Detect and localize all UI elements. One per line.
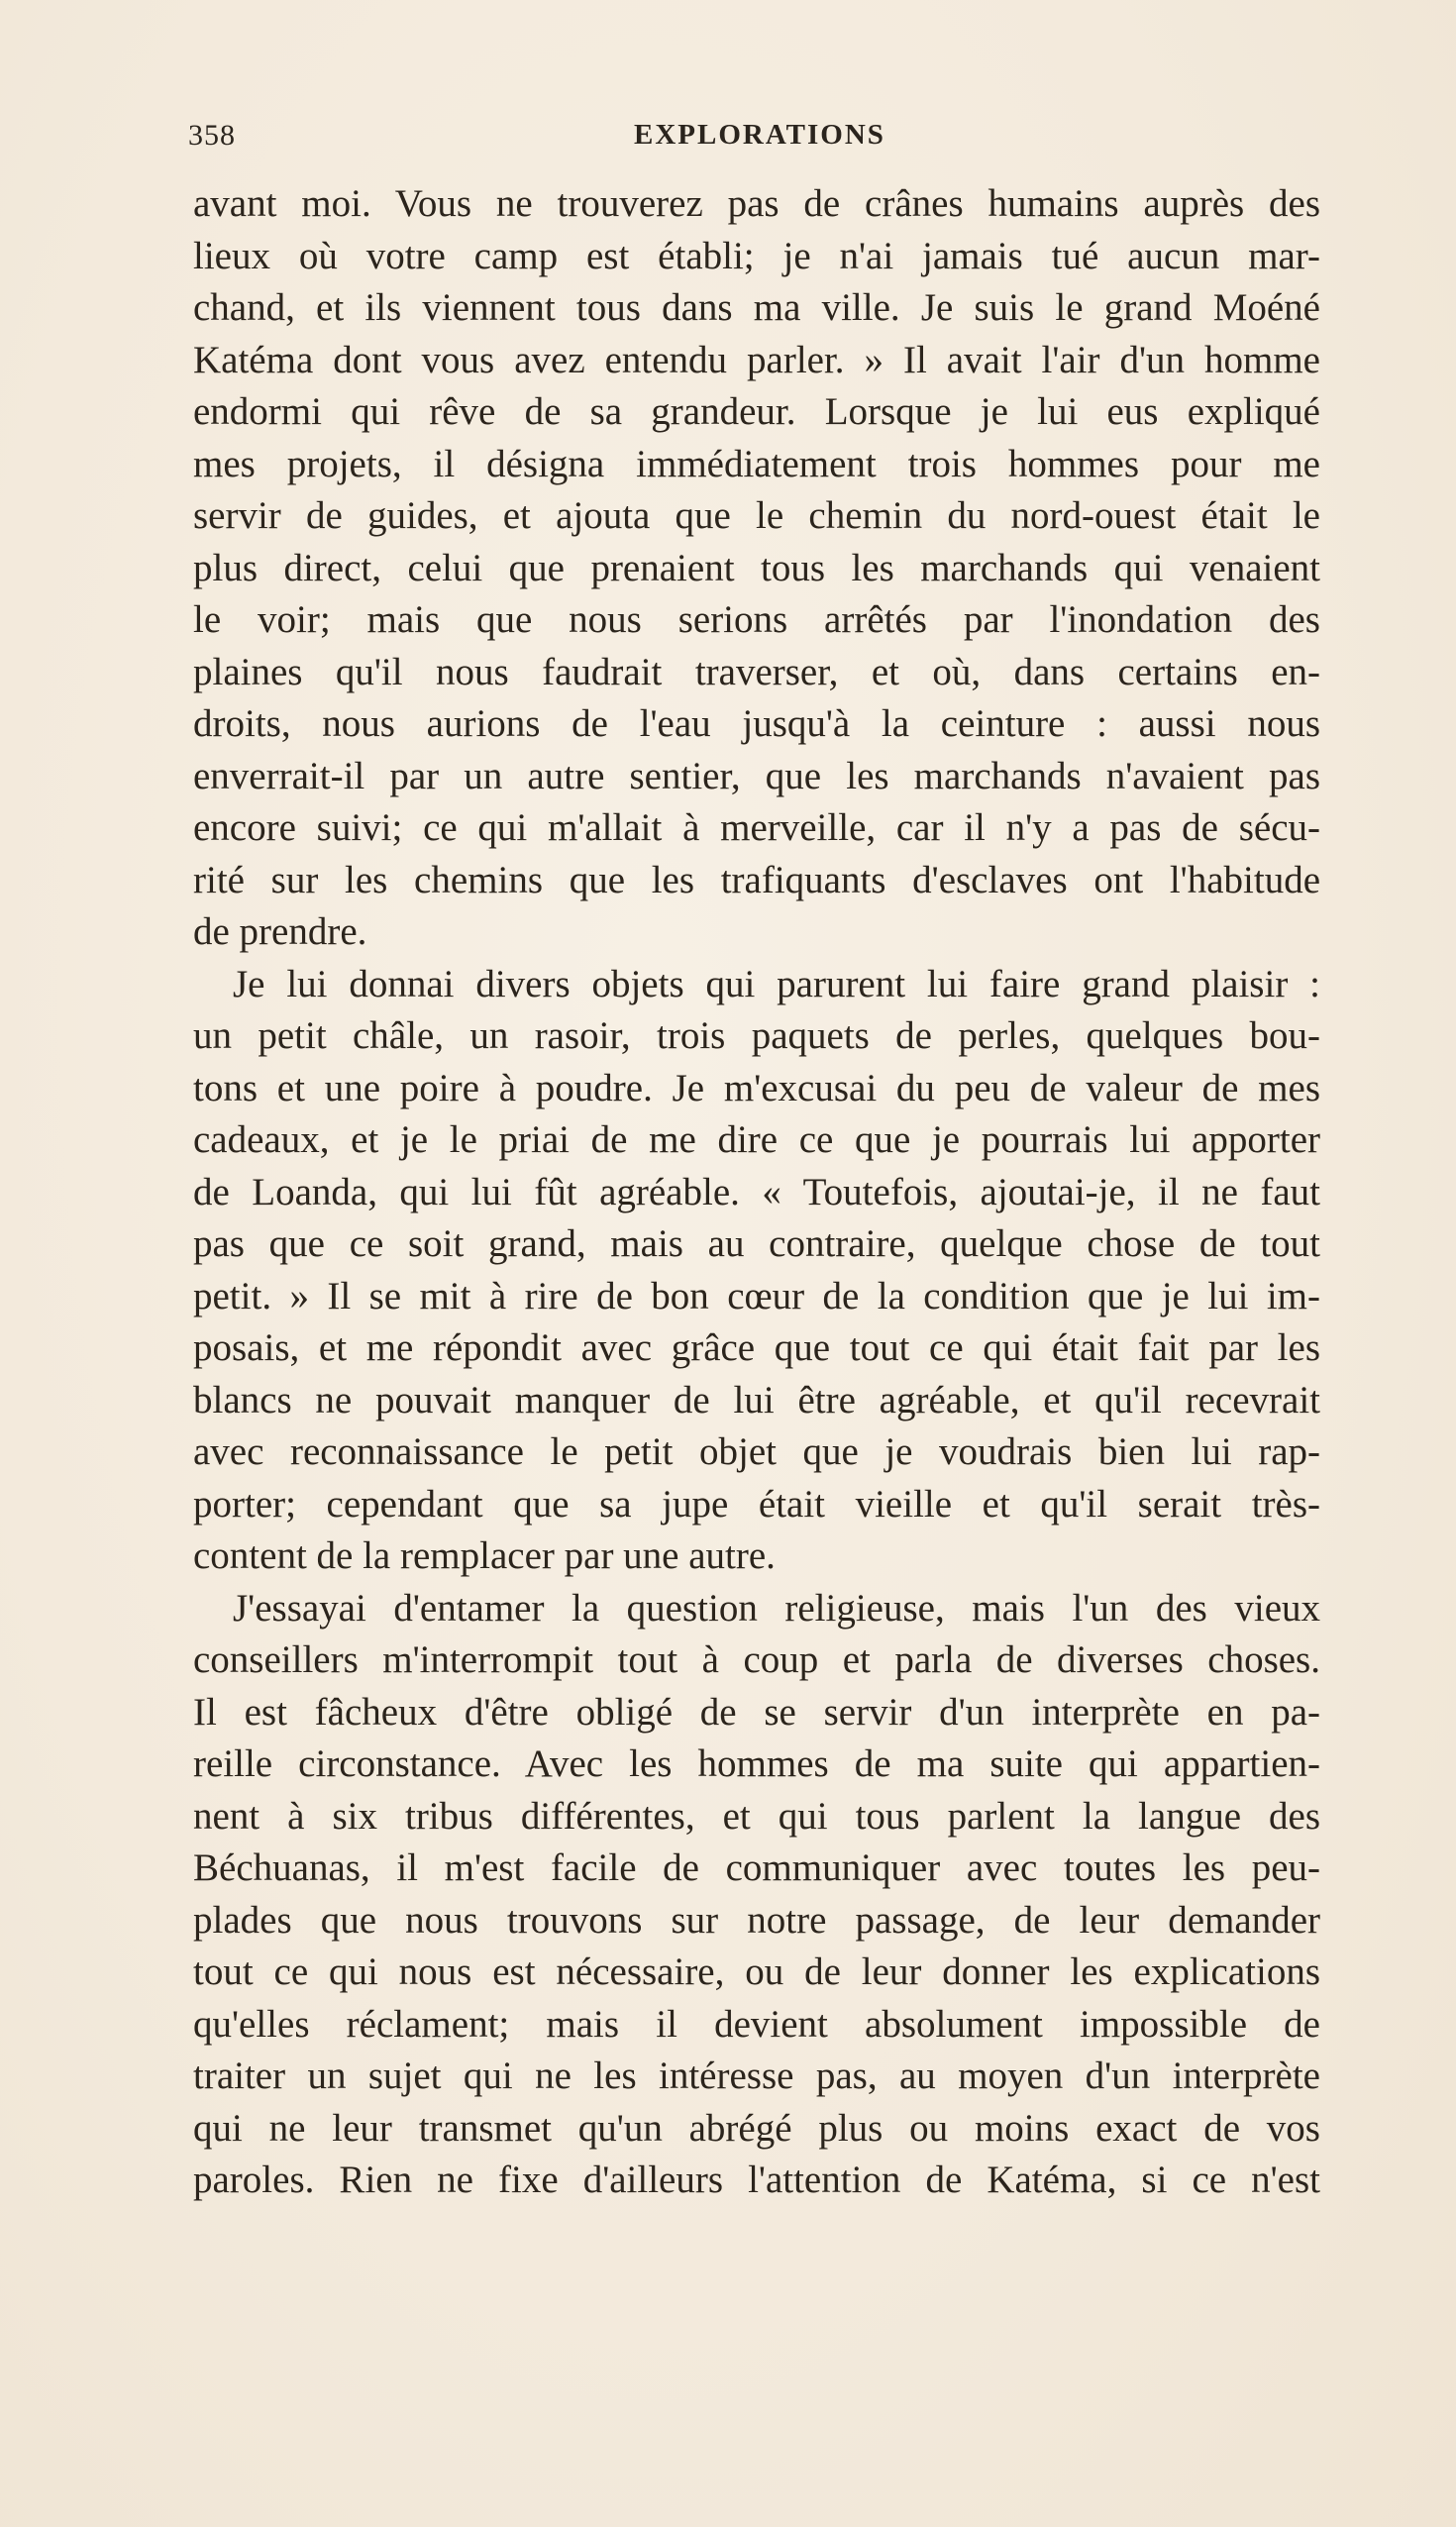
text-line: reille circonstance. Avec les hommes de ma suite qui appartien-: [193, 1742, 1320, 1785]
paragraph: [193, 959, 1320, 1583]
text-line: content de la remplacer par une autre.: [193, 1534, 776, 1577]
text-line: endormi qui rêve de sa grandeur. Lorsque je lui eus expliqué: [193, 390, 1320, 433]
text-line: plus direct, celui que prenaient tous les marchands qui venaient: [193, 546, 1320, 589]
text-line: un petit châle, un rasoir, trois paquets de perles, quelques bou-: [193, 1014, 1320, 1057]
text-line: posais, et me répondit avec grâce que tout ce qui était fait par les: [193, 1326, 1320, 1369]
text-line: nent à six tribus différentes, et qui tous parlent la langue des: [193, 1794, 1320, 1838]
text-line: rité sur les chemins que les trafiquants d'esclaves ont l'habitude: [193, 858, 1320, 901]
text-line: petit. » Il se mit à rire de bon cœur de la condition que je lui im-: [193, 1274, 1320, 1317]
text-line: J'essayai d'entamer la question religieuse, mais l'un des vieux: [233, 1586, 1320, 1630]
text-line: avant moi. Vous ne trouverez pas de crânes humains auprès des: [193, 182, 1320, 225]
text-line: tons et une poire à poudre. Je m'excusai du peu de valeur de mes: [193, 1066, 1320, 1109]
text-line: encore suivi; ce qui m'allait à merveille, car il n'y a pas de sécu-: [193, 806, 1320, 849]
text-line: lieux où votre camp est établi; je n'ai jamais tué aucun mar-: [193, 234, 1320, 277]
text-line: cadeaux, et je le priai de me dire ce que je pourrais lui apporter: [193, 1118, 1320, 1161]
text-line: servir de guides, et ajouta que le chemin du nord-ouest était le: [193, 494, 1320, 537]
text-line: porter; cependant que sa jupe était vieille et qu'il serait très-: [193, 1482, 1320, 1526]
text-line: plaines qu'il nous faudrait traverser, et où, dans certains en-: [193, 650, 1320, 693]
text-line: chand, et ils viennent tous dans ma ville. Je suis le grand Moéné: [193, 286, 1320, 329]
text-line: avec reconnaissance le petit objet que je voudrais bien lui rap-: [193, 1430, 1320, 1473]
text-line: conseillers m'interrompit tout à coup et parla de diverses choses.: [193, 1638, 1320, 1681]
text-line: traiter un sujet qui ne les intéresse pas, au moyen d'un interprète: [193, 2054, 1320, 2097]
text-line: paroles. Rien ne fixe d'ailleurs l'attention de Katéma, si ce n'est: [193, 2158, 1320, 2201]
text-line: blancs ne pouvait manquer de lui être agréable, et qu'il recevrait: [193, 1378, 1320, 1421]
text-line: de Loanda, qui lui fût agréable. « Toutefois, ajoutai-je, il ne faut: [193, 1170, 1320, 1213]
text-line: de prendre.: [193, 910, 367, 953]
text-line: pas que ce soit grand, mais au contraire, quelque chose de tout: [193, 1222, 1320, 1265]
running-head: EXPLORATIONS: [634, 119, 885, 151]
text-line: qui ne leur transmet qu'un abrégé plus ou moins exact de vos: [193, 2106, 1320, 2150]
text-line: Katéma dont vous avez entendu parler. » Il avait l'air d'un homme: [193, 338, 1320, 381]
text-line: tout ce qui nous est nécessaire, ou de leur donner les explications: [193, 1950, 1320, 1993]
page-number: 358: [188, 119, 236, 152]
text-line: qu'elles réclament; mais il devient absolument impossible de: [193, 2002, 1320, 2046]
paragraph: [193, 1583, 1320, 2207]
text-line: droits, nous aurions de l'eau jusqu'à la ceinture : aussi nous: [193, 702, 1320, 745]
text-line: mes projets, il désigna immédiatement trois hommes pour me: [193, 442, 1320, 485]
page-header: [0, 119, 1456, 158]
text-line: Il est fâcheux d'être obligé de se servir d'un interprète en pa-: [193, 1690, 1320, 1734]
text-line: plades que nous trouvons sur notre passage, de leur demander: [193, 1898, 1320, 1942]
text-line: Béchuanas, il m'est facile de communiquer avec toutes les peu-: [193, 1846, 1320, 1889]
text-line: Je lui donnai divers objets qui parurent lui faire grand plaisir :: [233, 962, 1320, 1005]
body-text: [193, 178, 1320, 2207]
text-line: le voir; mais que nous serions arrêtés par l'inondation des: [193, 598, 1320, 641]
paragraph: [193, 178, 1320, 959]
text-line: enverrait-il par un autre sentier, que les marchands n'avaient pas: [193, 754, 1320, 797]
